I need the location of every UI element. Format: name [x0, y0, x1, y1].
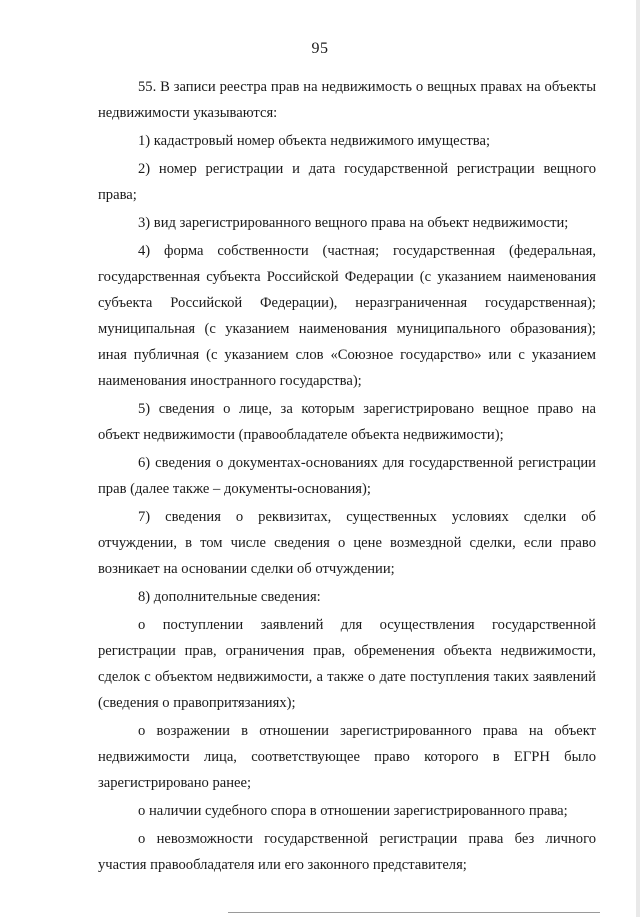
paragraph-court-dispute: о наличии судебного спора в отношении зарегистрированного права;: [138, 803, 568, 819]
paragraph-item-7: 7) сведения о реквизитах, существенных условиях сделки об отчуждении, в том числе сведения о цене возмездной сделки, если право возникает на основании сделки об отчуждении;: [98, 509, 596, 577]
paragraph-item-4: 4) форма собственности (частная; государственная (федеральная, государственная субъекта Российской Федерации (с указанием наименования субъекта Российской Федерации), неразграниченная государственная); муниципальная (с указанием наименования муниципального образования); иная публичная (с указанием слов «Союзное государство» или с указанием наименования иностранного государства);: [98, 243, 596, 389]
scan-right-edge: [636, 0, 640, 917]
page-number: 95: [311, 40, 329, 57]
paragraph-item-8: 8) дополнительные сведения:: [138, 589, 321, 605]
paragraph-item-6: 6) сведения о документах-основаниях для государственной регистрации прав (далее также – документы-основания);: [98, 455, 596, 497]
paragraph-personal-participation: о невозможности государственной регистрации права без личного участия правообладателя или его законного представителя;: [98, 831, 596, 873]
scan-edge-line: [228, 912, 600, 913]
paragraph-item-1: 1) кадастровый номер объекта недвижимого имущества;: [138, 133, 491, 149]
paragraph-55: 55. В записи реестра прав на недвижимость о вещных правах на объекты недвижимости указываются:: [98, 79, 596, 121]
paragraph-item-5: 5) сведения о лице, за которым зарегистрировано вещное право на объект недвижимости (правообладателе объекта недвижимости);: [98, 401, 596, 443]
paragraph-item-3: 3) вид зарегистрированного вещного права на объект недвижимости;: [138, 215, 569, 231]
paragraph-claims: о поступлении заявлений для осуществления государственной регистрации прав, ограничения прав, обременения объекта недвижимости, сделок с объектом недвижимости, а также о дате поступления таких заявлений (сведения о правопритязаниях);: [98, 617, 596, 711]
paragraph-objection: о возражении в отношении зарегистрированного права на объект недвижимости лица, соответствующее право которого в ЕГРН было зарегистрировано ранее;: [98, 723, 596, 791]
document-body: [98, 74, 596, 880]
paragraph-item-2: 2) номер регистрации и дата государственной регистрации вещного права;: [98, 161, 596, 203]
